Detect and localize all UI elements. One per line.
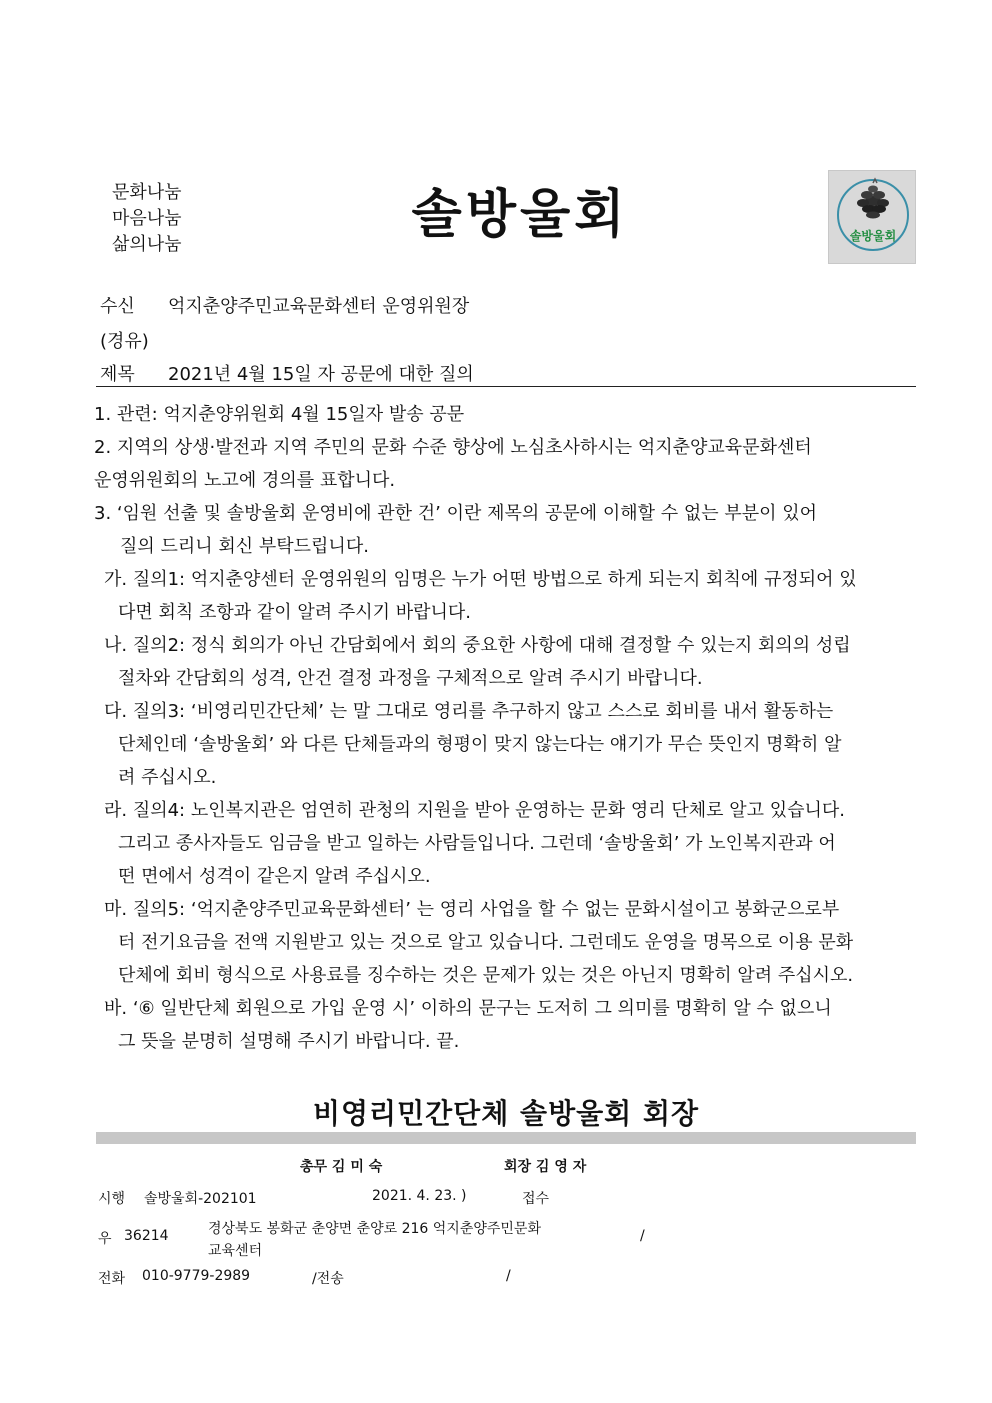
organization-title: 솔방울회 [411,185,629,245]
phone-number: 010-9779-2989 [142,1268,251,1284]
slogan [112,180,222,258]
question-line: 단체인데 ‘솔방울회’ 와 다른 단체들과의 형평이 맞지 않는다는 얘기가 무슨 뜻인지 명확히 알 [118,734,842,755]
recipient-label: 수신 [100,296,135,317]
slogan-line-2: 마음나눔 [112,208,182,229]
header-divider [96,386,916,387]
address-line-1: 경상북도 봉화군 춘양면 춘양로 216 억지춘양주민문화 [208,1221,541,1237]
question-3 [94,695,924,794]
subject-line [100,360,474,386]
subject: 2021년 4월 15일 자 공문에 대한 질의 [168,364,474,385]
pinecone-emblem-icon [829,171,917,265]
logo-text: 솔방울회 [849,229,897,243]
question-2 [94,629,924,695]
question-line: 려 주십시오. [118,767,217,788]
paragraph-line: 2. 지역의 상생·발전과 지역 주민의 문화 수준 향상에 노심초사하시는 억지춘양교육문화센터 [94,437,812,458]
question-line: 떤 면에서 성격이 같은지 알려 주십시오. [118,866,431,887]
question-line: 다. 질의3: ‘비영리민간단체’ 는 말 그대로 영리를 추구하지 않고 스스로 회비를 내서 활동하는 [104,701,834,722]
subject-label: 제목 [100,364,135,385]
question-line: 터 전기요금을 전액 지원받고 있는 것으로 알고 있습니다. 그런데도 운영을 명목으로 이용 문화 [118,932,854,953]
sender-signature: 비영리민간단체 솔방울회 회장 [312,1097,700,1130]
question-line: 가. 질의1: 억지춘양센터 운영위원의 임명은 누가 어떤 방법으로 하게 되는지 회칙에 규정되어 있 [104,569,857,590]
question-6 [94,992,924,1058]
recipient-line [100,292,469,318]
paragraph-related [94,398,924,431]
enforce-number: 솔방울회-202101 [144,1191,257,1207]
question-line: 그 뜻을 분명히 설명해 주시기 바랍니다. 끝. [118,1031,460,1052]
footer-divider [96,1132,916,1144]
question-line: 바. ‘⑥ 일반단체 회원으로 가입 운영 시’ 이하의 문구는 도저히 그 의미를 명확히 알 수 없으니 [104,998,832,1019]
question-line: 라. 질의4: 노인복지관은 엄연히 관청의 지원을 받아 운영하는 문화 영리 단체로 알고 있습니다. [104,800,845,821]
postal-code: 36214 [124,1228,169,1244]
recipient: 억지춘양주민교육문화센터 운영위원장 [168,296,470,317]
paragraph-line: 1. 관련: 억지춘양위원회 4월 15일자 발송 공문 [94,404,465,425]
question-line: 마. 질의5: ‘억지춘양주민교육문화센터’ 는 영리 사업을 할 수 없는 문화시설이고 봉화군으로부 [104,899,840,920]
enforce-date: 2021. 4. 23. ) [372,1188,467,1204]
slogan-line-3: 삶의나눔 [112,234,182,255]
paragraph-line: 3. ‘임원 선출 및 솔방울회 운영비에 관한 건’ 이란 제목의 공문에 이해할 수 없는 부분이 있어 [94,503,818,524]
paragraph-line: 질의 드리니 회신 부탁드립니다. [120,536,369,557]
via-line: (경유) [100,331,149,352]
staff-president: 회장 김 영 자 [504,1159,587,1175]
question-5 [94,893,924,992]
question-line: 나. 질의2: 정식 회의가 아닌 간담회에서 회의 중요한 사항에 대해 결정할 수 있는지 회의의 성립 [104,635,851,656]
question-line: 그리고 종사자들도 임금을 받고 일하는 사람들입니다. 그런데 ‘솔방울회’ 가 노인복지관과 어 [118,833,836,854]
paragraph-greeting [94,431,924,497]
receipt-label: 접수 [522,1191,550,1207]
staff-treasurer: 총무 김 미 숙 [300,1159,383,1175]
address-line-2: 교육센터 [208,1243,263,1259]
fax-slash: / [506,1268,511,1284]
address-slash: / [640,1228,645,1244]
paragraph-inquiry [94,497,924,563]
slogan-line-1: 문화나눔 [112,182,182,203]
fax-label: /전송 [312,1271,344,1287]
question-line: 다면 회칙 조항과 같이 알려 주시기 바랍니다. [118,602,472,623]
question-line: 절차와 간담회의 성격, 안건 결정 과정을 구체적으로 알려 주시기 바랍니다. [118,668,703,689]
postal-label: 우 [98,1231,112,1247]
question-line: 단체에 회비 형식으로 사용료를 징수하는 것은 문제가 있는 것은 아닌지 명확히 알려 주십시오. [118,965,854,986]
question-1 [94,563,924,629]
phone-label: 전화 [98,1271,126,1287]
organization-logo [828,170,916,264]
enforce-label: 시행 [98,1191,126,1207]
question-4 [94,794,924,893]
letter-body [94,398,924,1058]
paragraph-line: 운영위원회의 노고에 경의를 표합니다. [94,470,396,491]
